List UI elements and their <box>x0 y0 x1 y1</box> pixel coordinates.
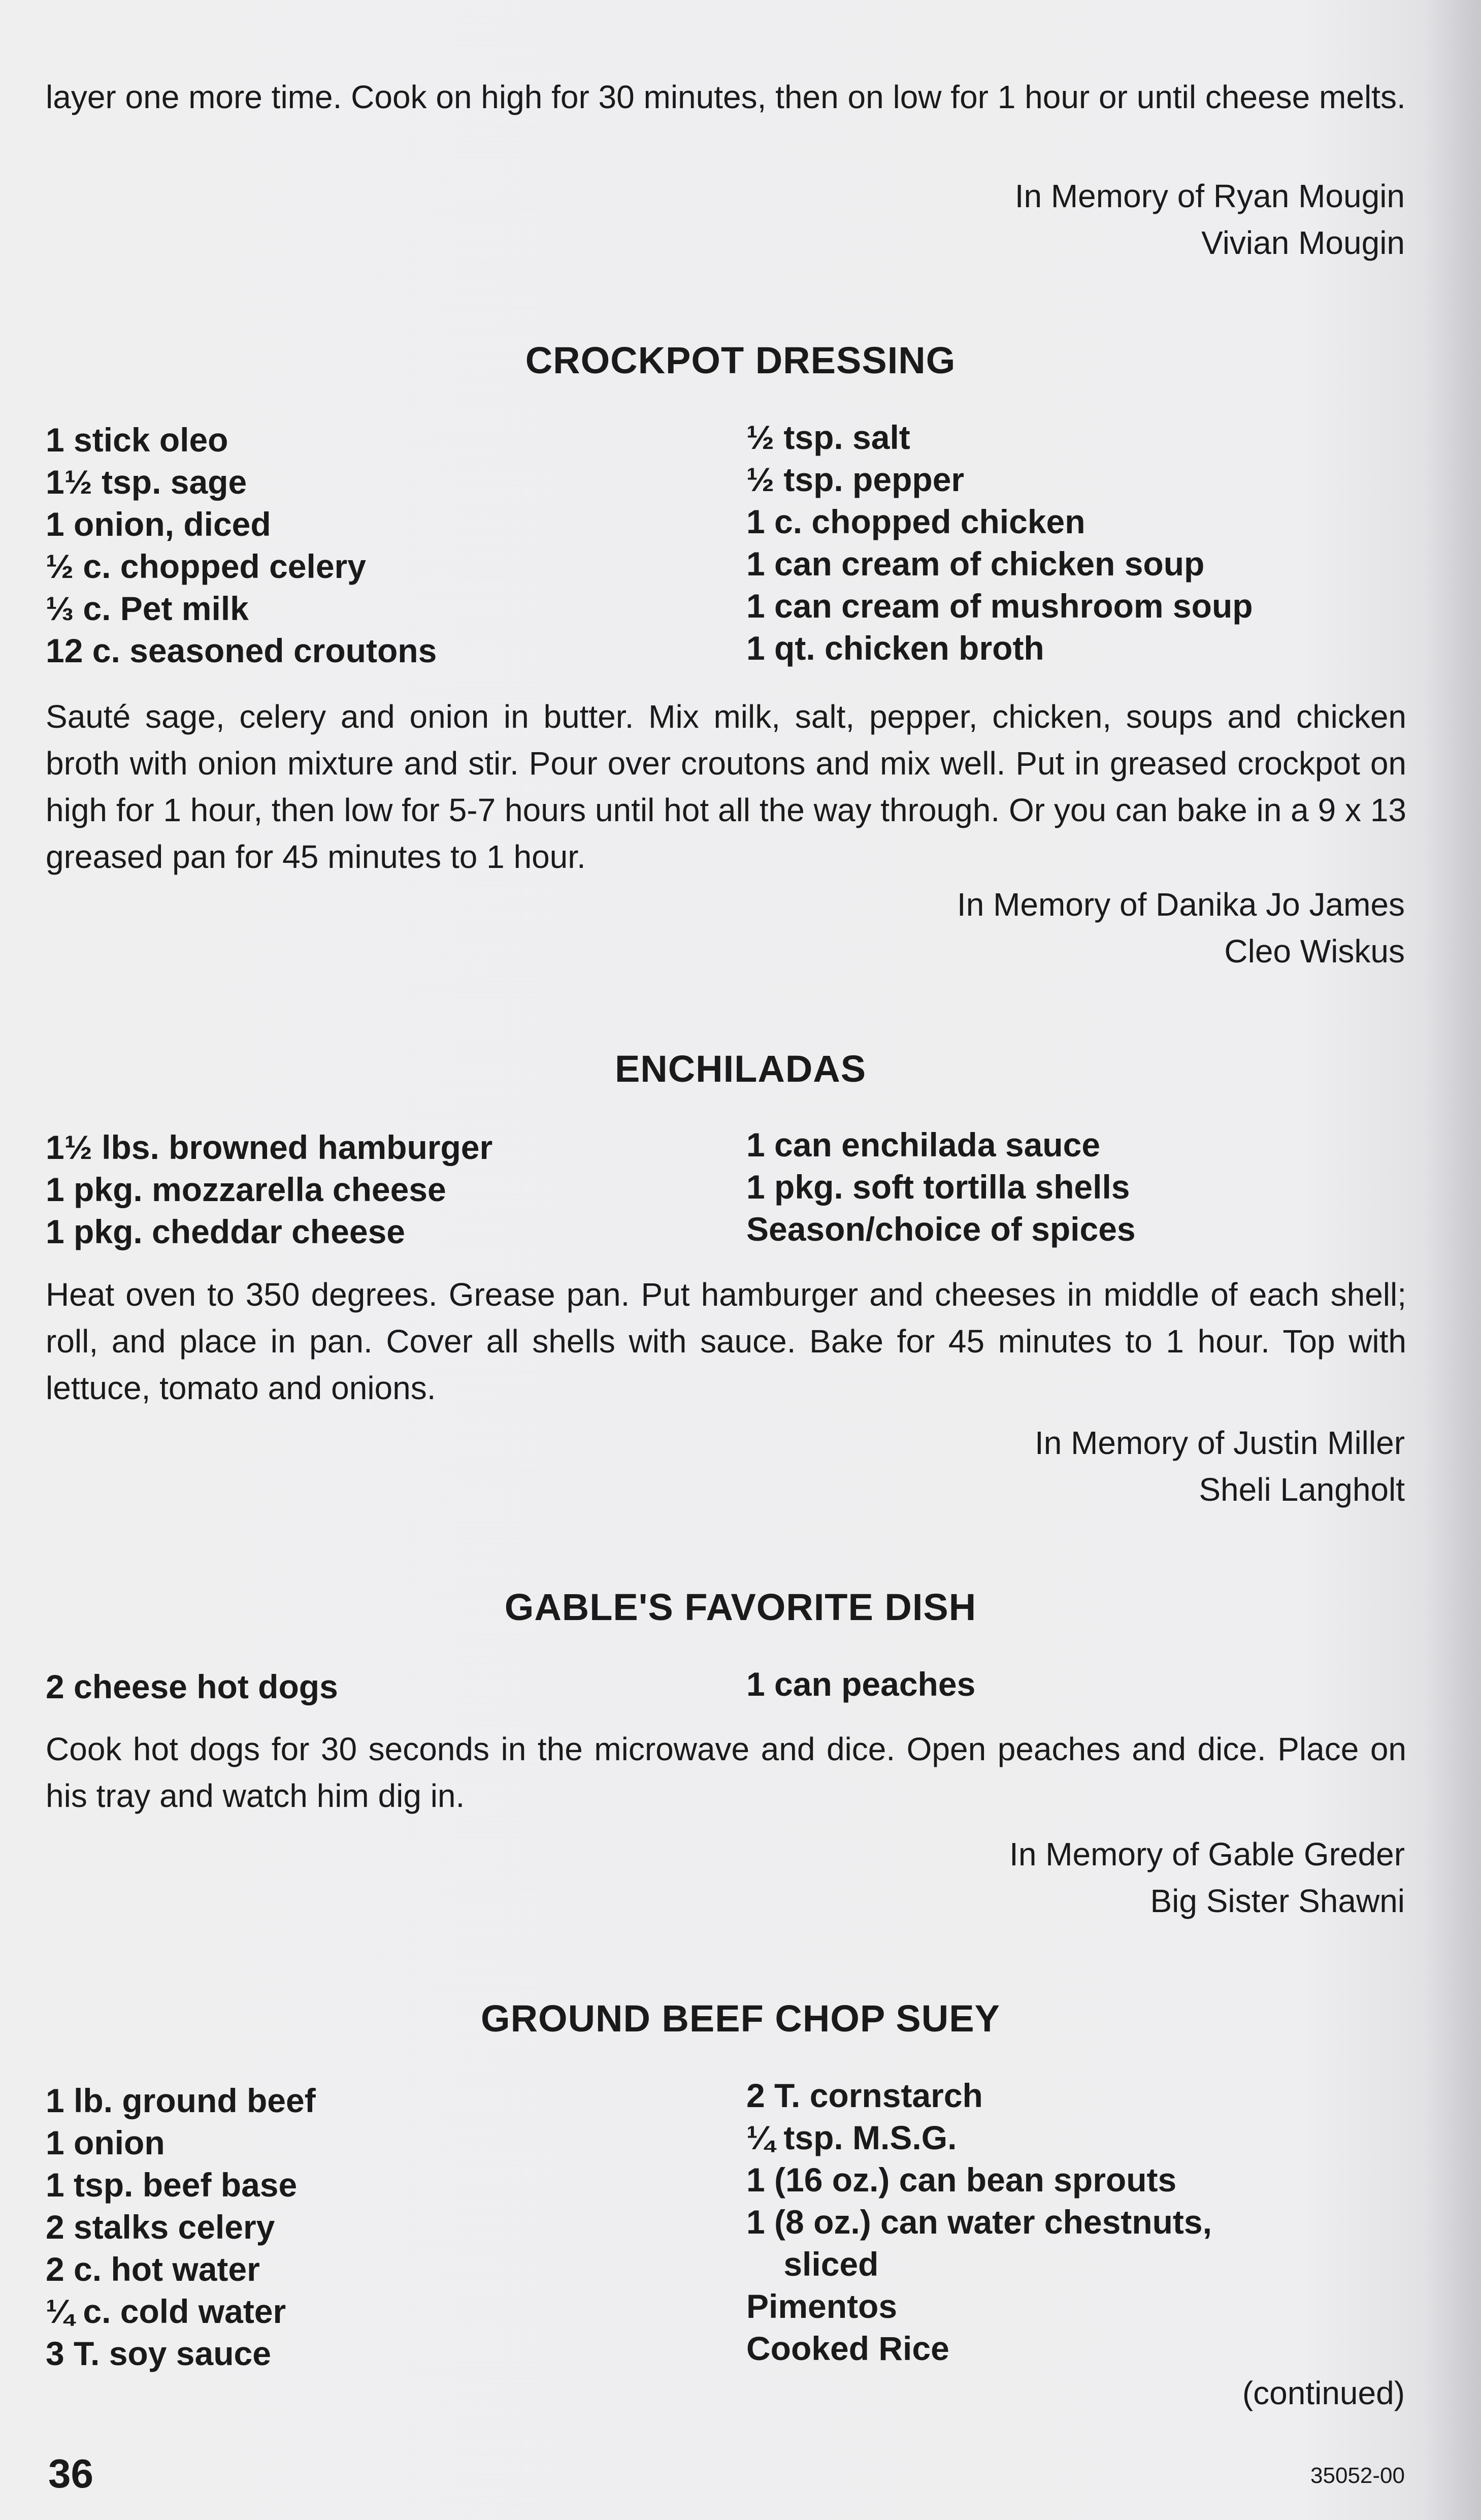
recipe-signature <box>957 881 1405 975</box>
author-line: Cleo Wiskus <box>1224 933 1405 970</box>
memory-line: In Memory of Gable Greder <box>1009 1836 1405 1872</box>
intro-memory: In Memory of Ryan Mougin <box>1014 178 1405 214</box>
ingredient: 1 tsp. beef base <box>46 2166 298 2204</box>
author-line: Sheli Langholt <box>1199 1471 1405 1508</box>
ingredient: 1 c. chopped chicken <box>746 503 1085 540</box>
ingredient: ½ tsp. salt <box>746 418 910 456</box>
ingredient: 1 can enchilada sauce <box>746 1126 1101 1164</box>
ingredient: 1 stick oleo <box>46 421 228 459</box>
ingredients-left <box>46 419 437 672</box>
ingredient: 1 can cream of chicken soup <box>746 545 1205 583</box>
ingredient: Season/choice of spices <box>746 1210 1136 1248</box>
ingredient: ¼ c. cold water <box>46 2292 286 2330</box>
continued-label: (continued) <box>1242 2375 1405 2411</box>
ingredients-right <box>746 2075 1212 2370</box>
recipe-signature <box>1009 1831 1405 1924</box>
author-line: Big Sister Shawni <box>1150 1883 1405 1919</box>
directions <box>46 1271 1406 1411</box>
ingredient: Pimentos <box>746 2287 898 2325</box>
recipe-signature <box>1035 1419 1405 1513</box>
directions <box>46 693 1406 880</box>
ingredient: 1 pkg. cheddar cheese <box>46 1213 405 1250</box>
directions-text: Sauté sage, celery and onion in butter. Mix milk, salt, pepper, chicken, soups and chicken broth with onion mixture and stir. Pour over croutons and mix well. Put in greased crockpot on high for 1 hour, then low for 5-7 hours until hot all the way through. Or you can bake in a 9 x 13 greased pan for 45 minutes to 1 hour. <box>46 698 1406 875</box>
directions <box>46 1726 1406 1819</box>
page-number: 36 <box>48 2451 93 2496</box>
ingredients-left <box>46 1666 338 1708</box>
ingredient: ¼ tsp. M.S.G. <box>746 2119 957 2156</box>
memory-line: In Memory of Justin Miller <box>1034 1425 1405 1461</box>
directions-text: Heat oven to 350 degrees. Grease pan. Put hamburger and cheeses in middle of each shell; roll, and place in pan. Cover all shells with sauce. Bake for 45 minutes to 1 hour. Top with lettuce, tomato and onions. <box>46 1276 1406 1406</box>
ingredients-right <box>746 416 1253 669</box>
intro-author: Vivian Mougin <box>1201 224 1405 261</box>
ingredient: 1 pkg. soft tortilla shells <box>746 1168 1130 1206</box>
memory-line: In Memory of Danika Jo James <box>957 886 1405 923</box>
ingredients-right <box>746 1124 1136 1250</box>
ingredient: 1 onion <box>46 2124 165 2161</box>
recipe-title: ENCHILADAS <box>614 1048 867 1090</box>
ingredient: 2 stalks celery <box>46 2208 275 2246</box>
intro-signature <box>1015 173 1405 266</box>
intro-continuation <box>46 74 1406 120</box>
intro-text: layer one more time. Cook on high for 30 minutes, then on low for 1 hour or until cheese melts. <box>46 79 1406 115</box>
ingredients-left <box>46 2080 316 2375</box>
ingredient: 2 cheese hot dogs <box>46 1668 338 1705</box>
ingredients-left <box>46 1126 492 1253</box>
recipe-title: GABLE'S FAVORITE DISH <box>504 1586 977 1628</box>
recipe-title: CROCKPOT DRESSING <box>525 339 956 381</box>
ingredient: 1 (16 oz.) can bean sprouts <box>746 2161 1177 2199</box>
ingredient: 1 can cream of mushroom soup <box>746 587 1253 625</box>
ingredient: 1 onion, diced <box>46 505 271 543</box>
ingredient: 1½ tsp. sage <box>46 463 247 501</box>
ingredient: Cooked Rice <box>746 2330 949 2367</box>
ingredient: 12 c. seasoned croutons <box>46 632 437 669</box>
ingredient: 1½ lbs. browned hamburger <box>46 1128 493 1166</box>
ingredients-right <box>746 1663 975 1705</box>
ingredient: 1 (8 oz.) can water chestnuts, <box>746 2203 1212 2241</box>
ingredient: 2 T. cornstarch <box>746 2077 983 2114</box>
ingredient: ½ tsp. pepper <box>746 461 965 498</box>
ingredient: 1 lb. ground beef <box>46 2082 316 2119</box>
ingredient: 3 T. soy sauce <box>46 2335 271 2372</box>
directions-text: Cook hot dogs for 30 seconds in the microwave and dice. Open peaches and dice. Place on his tray and watch him dig in. <box>46 1731 1406 1814</box>
ingredient: ⅓ c. Pet milk <box>46 590 249 627</box>
recipe-title: GROUND BEEF CHOP SUEY <box>481 1997 1000 2040</box>
print-code: 35052-00 <box>1310 2463 1405 2488</box>
ingredient: 1 pkg. mozzarella cheese <box>46 1171 446 1208</box>
ingredient: 1 qt. chicken broth <box>746 629 1044 667</box>
ingredient: 1 can peaches <box>746 1665 976 1703</box>
ingredient: 2 c. hot water <box>46 2250 260 2288</box>
ingredient: ½ c. chopped celery <box>46 547 366 585</box>
ingredient: sliced <box>746 2245 879 2283</box>
